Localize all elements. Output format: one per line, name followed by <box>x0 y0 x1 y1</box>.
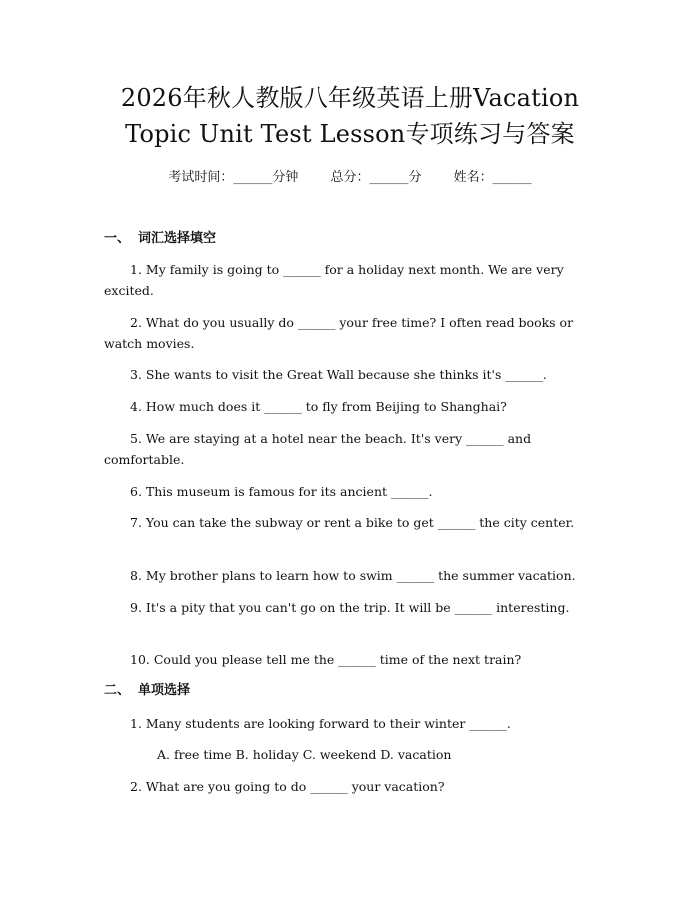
answer-options: A. free time B. holiday C. weekend D. vacation <box>157 747 452 762</box>
question-item: 9. It's a pity that you can't go on the trip. It will be ______ interesting. <box>130 600 570 615</box>
question-item: 3. She wants to visit the Great Wall because she thinks it's ______. <box>130 367 547 382</box>
question-item: 1. Many students are looking forward to their winter ______. <box>130 716 511 731</box>
question-item: 4. How much does it ______ to fly from Beijing to Shanghai? <box>130 399 507 414</box>
title-line-1: 2026年秋人教版八年级英语上册Vacation <box>120 84 580 112</box>
question-item: 1. My family is going to ______ for a holiday next month. We are very excited. <box>104 262 564 298</box>
exam-time: 考试时间：______分钟 <box>168 170 299 185</box>
question-item: 2. What are you going to do ______ your vacation? <box>130 779 445 794</box>
question-item: 5. We are staying at a hotel near the beach. It's very ______ and comfortable. <box>104 431 532 467</box>
document-title <box>60 80 640 152</box>
question-item: 6. This museum is famous for its ancient ______. <box>130 484 433 499</box>
question-item: 8. My brother plans to learn how to swim ______ the summer vacation. <box>130 568 576 583</box>
section-heading-multiple-choice <box>104 681 190 701</box>
exam-meta <box>0 168 700 188</box>
question-item: 10. Could you please tell me the ______ time of the next train? <box>130 652 522 667</box>
title-line-2: Topic Unit Test Lesson专项练习与答案 <box>125 120 575 148</box>
section-title: 词汇选择填空 <box>138 231 217 246</box>
exam-total-score: 总分：______分 <box>330 170 422 185</box>
student-name-field: 姓名：______ <box>453 170 532 185</box>
section-heading-vocabulary <box>104 229 216 249</box>
question-item: 7. You can take the subway or rent a bike to get ______ the city center. <box>130 515 575 530</box>
section-number: 二、 <box>104 683 131 698</box>
section-title: 单项选择 <box>138 683 191 698</box>
question-item: 2. What do you usually do ______ your free time? I often read books or watch movies. <box>104 315 574 351</box>
section-number: 一、 <box>104 231 131 246</box>
